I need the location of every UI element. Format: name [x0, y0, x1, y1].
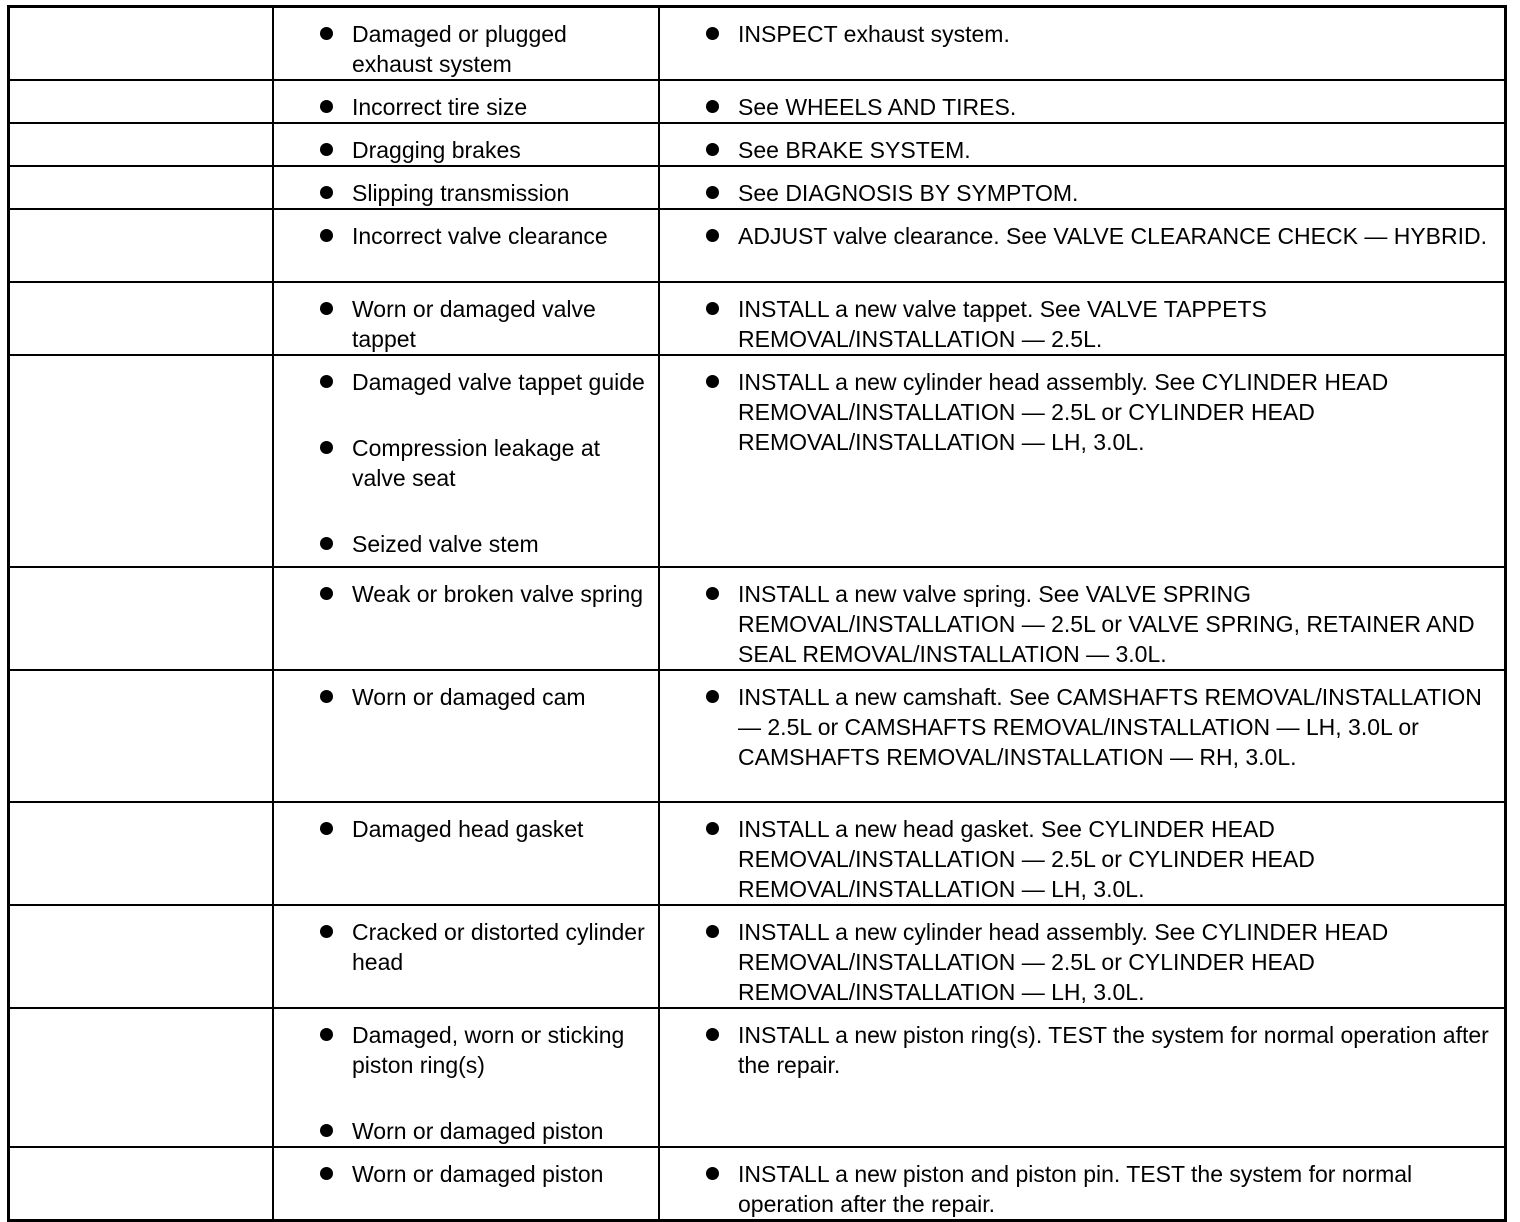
table-row [9, 355, 1506, 567]
action-cell [659, 282, 1506, 355]
condition-item: Worn or damaged piston [274, 1148, 658, 1189]
bullet-icon [320, 1124, 333, 1137]
table-row [9, 209, 1506, 282]
action-cell [659, 123, 1506, 166]
action-cell [659, 1147, 1506, 1221]
action-item: INSTALL a new valve tappet. See VALVE TAPPETS REMOVAL/INSTALLATION — 2.5L. [660, 283, 1504, 354]
bullet-icon [320, 143, 333, 156]
table-row [9, 166, 1506, 209]
bullet-icon [706, 822, 719, 835]
symptom-cell [9, 1008, 274, 1147]
condition-cell [273, 670, 659, 802]
condition-cell [273, 166, 659, 209]
symptom-cell [9, 166, 274, 209]
action-item: See WHEELS AND TIRES. [660, 81, 1504, 122]
bullet-icon [320, 27, 333, 40]
condition-cell [273, 905, 659, 1008]
bullet-icon [320, 925, 333, 938]
condition-item: Compression leakage at valve seat [274, 422, 658, 493]
symptom-cell [9, 905, 274, 1008]
bullet-icon [706, 1028, 719, 1041]
action-item: INSTALL a new head gasket. See CYLINDER HEAD REMOVAL/INSTALLATION — 2.5L or CYLINDER HEAD REMOVAL/INSTALLATION — LH, 3.0L. [660, 803, 1504, 904]
condition-item: Damaged valve tappet guide [274, 356, 658, 397]
bullet-icon [320, 100, 333, 113]
bullet-icon [706, 143, 719, 156]
action-cell [659, 80, 1506, 123]
condition-item: Seized valve stem [274, 518, 658, 559]
bullet-icon [320, 822, 333, 835]
bullet-icon [320, 375, 333, 388]
action-item: INSPECT exhaust system. [660, 8, 1504, 49]
bullet-icon [706, 375, 719, 388]
action-item: INSTALL a new piston ring(s). TEST the system for normal operation after the repair. [660, 1009, 1504, 1080]
action-cell [659, 802, 1506, 905]
condition-cell [273, 282, 659, 355]
symptom-cell [9, 355, 274, 567]
symptom-cell [9, 1147, 274, 1221]
table-row [9, 567, 1506, 670]
bullet-icon [706, 690, 719, 703]
condition-item: Damaged head gasket [274, 803, 658, 844]
action-item: ADJUST valve clearance. See VALVE CLEARANCE CHECK — HYBRID. [660, 210, 1504, 251]
condition-cell [273, 567, 659, 670]
action-cell [659, 7, 1506, 81]
condition-item: Dragging brakes [274, 124, 658, 165]
condition-item: Worn or damaged piston [274, 1105, 658, 1146]
bullet-icon [706, 302, 719, 315]
bullet-icon [320, 587, 333, 600]
action-item: See BRAKE SYSTEM. [660, 124, 1504, 165]
bullet-icon [706, 100, 719, 113]
symptom-cell [9, 80, 274, 123]
symptom-cell [9, 123, 274, 166]
bullet-icon [706, 229, 719, 242]
diagnosis-table [7, 5, 1507, 1222]
condition-item: Worn or damaged valve tappet [274, 283, 658, 354]
symptom-cell [9, 567, 274, 670]
condition-item: Incorrect valve clearance [274, 210, 658, 251]
table-row [9, 123, 1506, 166]
table-row [9, 905, 1506, 1008]
table-row [9, 7, 1506, 81]
bullet-icon [320, 186, 333, 199]
action-cell [659, 905, 1506, 1008]
condition-item: Slipping transmission [274, 167, 658, 208]
condition-cell [273, 80, 659, 123]
condition-item: Weak or broken valve spring [274, 568, 658, 609]
action-cell [659, 355, 1506, 567]
condition-cell [273, 802, 659, 905]
action-cell [659, 567, 1506, 670]
bullet-icon [320, 1167, 333, 1180]
bullet-icon [320, 441, 333, 454]
symptom-cell [9, 670, 274, 802]
condition-item: Incorrect tire size [274, 81, 658, 122]
bullet-icon [706, 27, 719, 40]
action-item: See DIAGNOSIS BY SYMPTOM. [660, 167, 1504, 208]
bullet-icon [706, 1167, 719, 1180]
action-item: INSTALL a new piston and piston pin. TEST the system for normal operation after the repair. [660, 1148, 1504, 1219]
table-row [9, 670, 1506, 802]
action-cell [659, 1008, 1506, 1147]
table-row [9, 1147, 1506, 1221]
symptom-cell [9, 282, 274, 355]
symptom-cell [9, 7, 274, 81]
condition-cell [273, 1008, 659, 1147]
action-cell [659, 670, 1506, 802]
action-item: INSTALL a new cylinder head assembly. See CYLINDER HEAD REMOVAL/INSTALLATION — 2.5L or CYLINDER HEAD REMOVAL/INSTALLATION — LH, 3.0L. [660, 906, 1504, 1007]
table-row [9, 80, 1506, 123]
bullet-icon [320, 229, 333, 242]
bullet-icon [706, 186, 719, 199]
table-row [9, 282, 1506, 355]
condition-item: Worn or damaged cam [274, 671, 658, 712]
table-row [9, 1008, 1506, 1147]
action-item: INSTALL a new valve spring. See VALVE SPRING REMOVAL/INSTALLATION — 2.5L or VALVE SPRING, RETAINER AND SEAL REMOVAL/INSTALLATION — 3.0L. [660, 568, 1504, 669]
symptom-cell [9, 802, 274, 905]
condition-item: Damaged, worn or sticking piston ring(s) [274, 1009, 658, 1080]
action-item: INSTALL a new camshaft. See CAMSHAFTS REMOVAL/INSTALLATION — 2.5L or CAMSHAFTS REMOVAL/INSTALLATION — LH, 3.0L or CAMSHAFTS REMOVAL/INSTALLATION — RH, 3.0L. [660, 671, 1504, 772]
action-cell [659, 209, 1506, 282]
condition-item: Cracked or distorted cylinder head [274, 906, 658, 977]
bullet-icon [320, 302, 333, 315]
condition-cell [273, 355, 659, 567]
condition-item: Damaged or plugged exhaust system [274, 8, 658, 79]
bullet-icon [320, 690, 333, 703]
table-row [9, 802, 1506, 905]
action-cell [659, 166, 1506, 209]
bullet-icon [706, 587, 719, 600]
bullet-icon [320, 537, 333, 550]
bullet-icon [320, 1028, 333, 1041]
bullet-icon [706, 925, 719, 938]
condition-cell [273, 1147, 659, 1221]
symptom-cell [9, 209, 274, 282]
action-item: INSTALL a new cylinder head assembly. See CYLINDER HEAD REMOVAL/INSTALLATION — 2.5L or CYLINDER HEAD REMOVAL/INSTALLATION — LH, 3.0L. [660, 356, 1504, 457]
condition-cell [273, 123, 659, 166]
condition-cell [273, 209, 659, 282]
condition-cell [273, 7, 659, 81]
